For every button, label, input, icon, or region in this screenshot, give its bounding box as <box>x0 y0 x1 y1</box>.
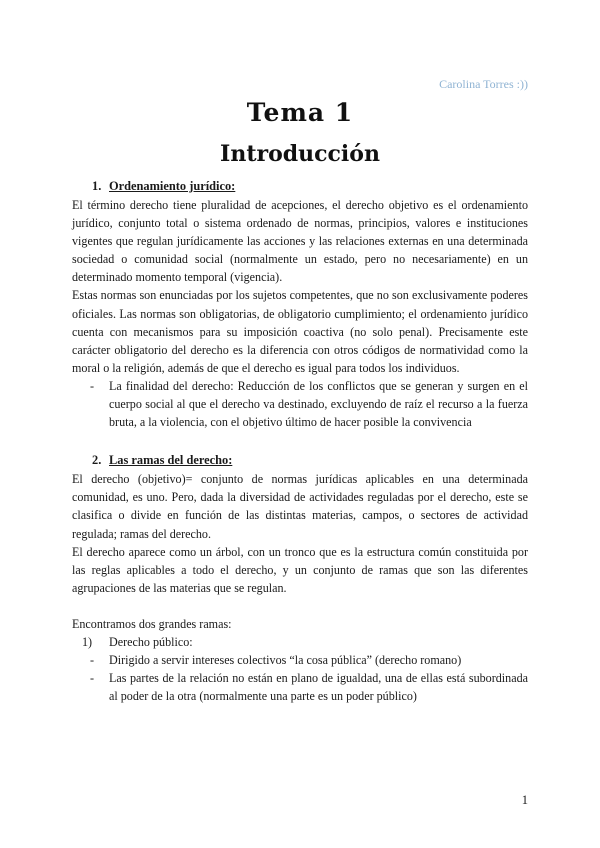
bullet-item <box>72 377 528 431</box>
paragraph: El derecho (objetivo)= conjunto de normas jurídicas aplicables en una determinada comunidad, es uno. Pero, dada la diversidad de actividades reguladas por el derecho, este se clasifica o divide en función de las distintas materias, campos, o sectores de actividad regulada; ramas del derecho. <box>72 472 528 541</box>
section-number: 2. <box>92 453 102 468</box>
section-label: Las ramas del derecho: <box>109 453 233 468</box>
section-heading-2 <box>92 451 528 470</box>
page-number: 1 <box>521 793 528 807</box>
document-subtitle: Introducción <box>220 141 380 167</box>
bullet-item <box>72 651 528 669</box>
bullet-marker: - <box>90 653 95 668</box>
bullet-text: Las partes de la relación no están en plano de igualdad, una de ellas está subordinada al poder de la otra (normalmente una parte es un poder público) <box>109 671 528 704</box>
author-name: Carolina Torres :)) <box>439 77 528 91</box>
paragraph: El derecho aparece como un árbol, con un tronco que es la estructura común constituida por las reglas aplicables a todo el derecho, y un conjunto de ramas que son las diferentes agrupaciones de las materias que se regulan. <box>72 544 528 595</box>
paragraph: El término derecho tiene pluralidad de acepciones, el derecho objetivo es el ordenamiento jurídico, conjunto total o sistema ordenado de normas, principios, valores e instituciones vigentes que regulan jurídicamente las acciones y las relaciones externas en una determinada sociedad o comunidad social (normalmente un estado, pero no necesariamente) en un determinado momento temporal (vigencia). <box>72 198 528 285</box>
document-body <box>72 177 528 705</box>
bullet-item <box>72 669 528 705</box>
section-label: Ordenamiento jurídico: <box>109 179 236 193</box>
document-title: Tema 1 <box>246 98 354 127</box>
bullet-text: Dirigido a servir intereses colectivos “la cosa pública” (derecho romano) <box>109 653 462 668</box>
numbered-item <box>72 633 528 651</box>
bullet-text: La finalidad del derecho: Reducción de los conflictos que se generan y surgen en el cuerpo social al que el derecho va destinado, excluyendo de raíz el recurso a la fuerza bruta, a la violencia, con el objetivo último de hacer posible la convivencia <box>109 378 528 430</box>
list-intro: Encontramos dos grandes ramas: <box>72 616 232 631</box>
section-heading-1 <box>92 177 528 196</box>
section-number: 1. <box>92 179 102 193</box>
bullet-marker: - <box>90 378 95 393</box>
item-marker: 1) <box>82 634 93 649</box>
paragraph: Estas normas son enunciadas por los sujetos competentes, que no son exclusivamente poderes oficiales. Las normas son obligatorias, de obligatorio cumplimiento; el ordenamiento jurídico cuenta con mecanismos para su imposición coactiva (no solo penal). Precisamente este carácter obligatorio del derecho es la diferencia con otros códigos de normatividad como la moral o la religión, además de que el derecho es igual para todos los individuos. <box>72 288 528 375</box>
bullet-marker: - <box>90 671 95 686</box>
item-text: Derecho público: <box>109 634 193 649</box>
